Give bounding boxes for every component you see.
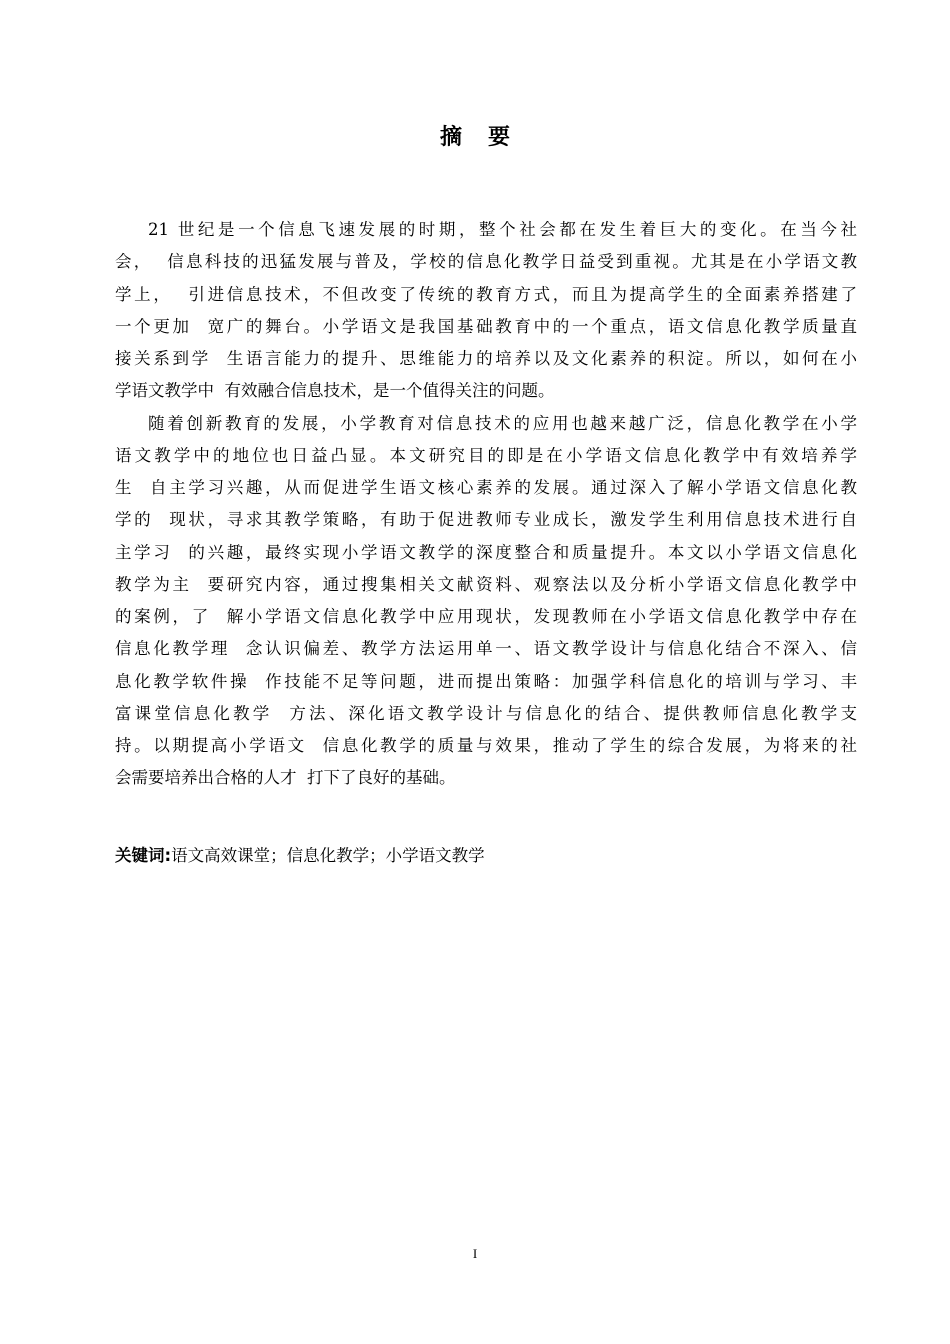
paragraph-2 (115, 408, 857, 795)
keywords-label: 关键词: (115, 846, 172, 865)
paragraph-line: 会需要培养出合格的人才 打下了良好的基础。 (115, 768, 456, 788)
paragraph-line: 持。以期提高小学语文 信息化教学的质量与效果，推动了学生的综合发展，为将来的社 (115, 736, 857, 755)
paragraph-line: 的案例，了 解小学语文信息化教学中应用现状，发现教师在小学语文信息化教学中存在 (115, 607, 857, 626)
paragraph-line: 学语文教学中 有效融合信息技术，是一个值得关注的问题。 (115, 381, 555, 401)
page-number: I (472, 1246, 478, 1261)
paragraph-line: 息化教学软件操 作技能不足等问题，进而提出策略：加强学科信息化的培训与学习、丰 (115, 671, 857, 691)
paragraph-1 (115, 214, 857, 408)
keywords-value: 语文高效课堂；信息化教学；小学语文教学 (171, 846, 485, 865)
paragraph-line: 会， 信息科技的迅猛发展与普及，学校的信息化教学日益受到重视。尤其是在小学语文教 (115, 252, 857, 272)
paragraph-line: 学上， 引进信息技术，不但改变了传统的教育方式，而且为提高学生的全面素养搭建了 (115, 284, 857, 304)
paragraph-line: 21 世纪是一个信息飞速发展的时期，整个社会都在发生着巨大的变化。在当今社 (148, 220, 857, 239)
paragraph-line: 随着创新教育的发展，小学教育对信息技术的应用也越来越广泛，信息化教学在小学 (148, 413, 857, 433)
paragraph-line: 一个更加 宽广的舞台。小学语文是我国基础教育中的一个重点，语文信息化教学质量直 (115, 316, 857, 336)
paragraph-line: 教学为主 要研究内容，通过搜集相关文献资料、观察法以及分析小学语文信息化教学中 (115, 574, 857, 594)
page-title: 摘要 (439, 125, 536, 150)
paragraph-line: 语文教学中的地位也日益凸显。本文研究目的即是在小学语文信息化教学中有效培养学 (115, 445, 857, 465)
paragraph-line: 生 自主学习兴趣，从而促进学生语文核心素养的发展。通过深入了解小学语文信息化教 (115, 478, 857, 497)
paragraph-line: 学的 现状，寻求其教学策略，有助于促进教师专业成长，激发学生利用信息技术进行自 (115, 510, 857, 530)
abstract-body (115, 214, 857, 795)
paragraph-line: 信息化教学理 念认识偏差、教学方法运用单一、语文教学设计与信息化结合不深入、信 (115, 639, 857, 659)
paragraph-line: 富课堂信息化教学 方法、深化语文教学设计与信息化的结合、提供教师信息化教学支 (115, 703, 857, 723)
paragraph-line: 接关系到学 生语言能力的提升、思维能力的培养以及文化素养的积淀。所以，如何在小 (115, 349, 857, 368)
paragraph-line: 主学习 的兴趣，最终实现小学语文教学的深度整合和质量提升。本文以小学语文信息化 (115, 542, 857, 562)
keywords-line (115, 840, 485, 872)
